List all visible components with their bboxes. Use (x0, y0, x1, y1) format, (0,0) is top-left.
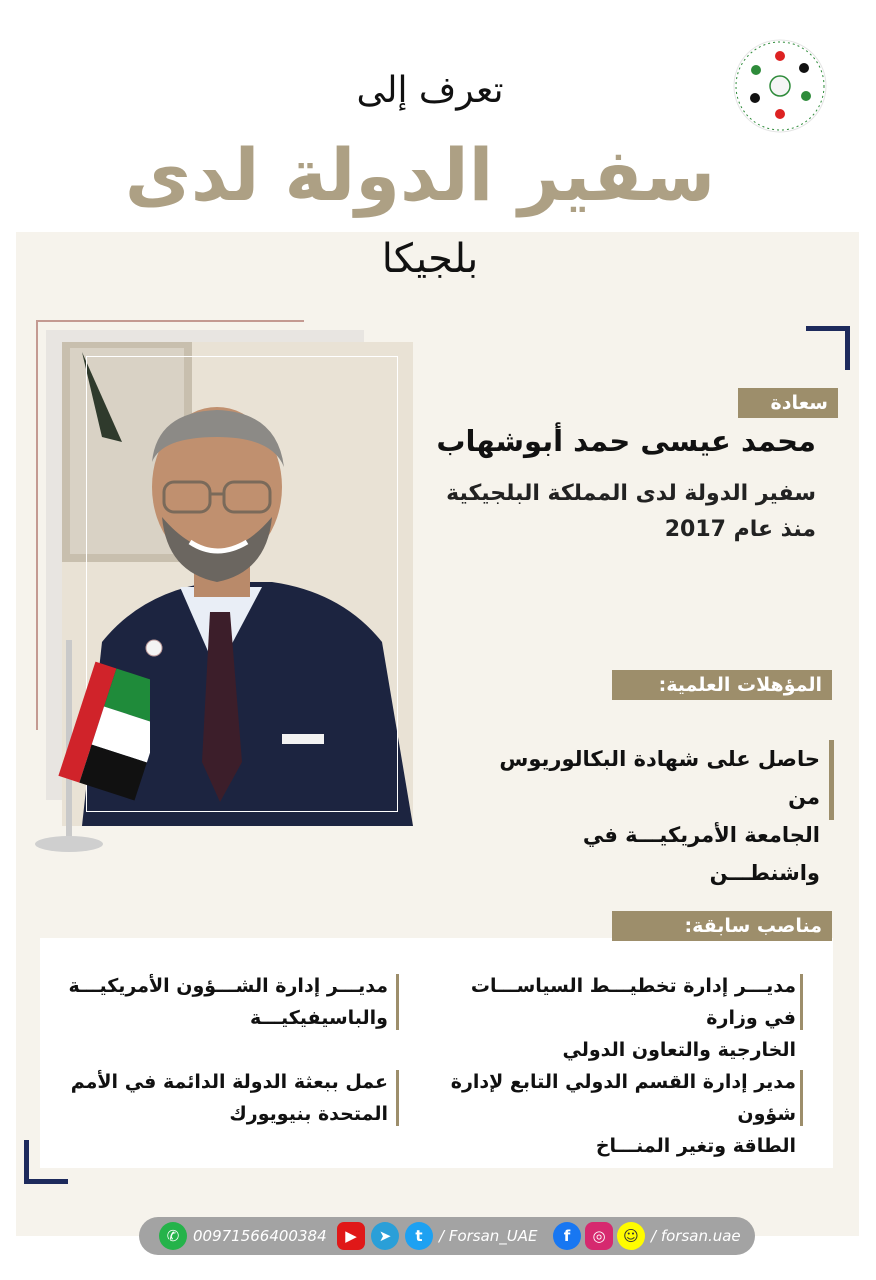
position-item (436, 1066, 796, 1162)
whatsapp-icon[interactable]: ✆ (159, 1222, 187, 1250)
forsan-logo (730, 36, 830, 136)
twitter-icon[interactable]: t (405, 1222, 433, 1250)
handle-forsan-dot-uae[interactable]: / forsan.uae (651, 1227, 741, 1245)
qualification-line: حاصل على شهادة البكالوريوس من (499, 747, 820, 809)
telegram-icon[interactable]: ➤ (371, 1222, 399, 1250)
position-line: منذ عام 2017 (664, 517, 816, 542)
qualifications-label: المؤهلات العلمية: (612, 670, 832, 700)
corner-decoration (806, 326, 850, 370)
qualification-line: الجامعة الأمريكيـــة في واشنطـــن (582, 823, 820, 885)
page-title: سفير الدولة لدى (124, 133, 716, 217)
position-item (28, 970, 388, 1034)
accent-bar (800, 974, 803, 1030)
position-item-line: مديـــر إدارة الشـــؤون الأمريكيـــة (68, 975, 388, 997)
position-line: سفير الدولة لدى المملكة البلجيكية (446, 481, 816, 506)
accent-bar (800, 1070, 803, 1126)
phone-number[interactable]: 00971566400384 (193, 1227, 327, 1245)
position-item (436, 970, 796, 1066)
position-item-line: الخارجية والتعاون الدولي (562, 1039, 796, 1061)
qualifications-text (480, 740, 820, 892)
handle-forsan-uae[interactable]: / Forsan_UAE (439, 1227, 538, 1245)
accent-bar (396, 974, 399, 1030)
position-item-line: والباسيفيكيـــة (249, 1007, 388, 1029)
position-item-line: الطاقة وتغير المنـــاخ (595, 1135, 796, 1157)
accent-bar (829, 740, 834, 820)
position-item-line: المتحدة بنيويورك (229, 1103, 388, 1125)
instagram-icon[interactable]: ◎ (585, 1222, 613, 1250)
ambassador-name: محمد عيسى حمد أبوشهاب (436, 424, 816, 458)
country-name: بلجيكا (381, 236, 479, 282)
position-item-line: مديـــر إدارة تخطيـــط السياســـات في وزارة (470, 975, 796, 1029)
uae-flag (30, 630, 150, 860)
position-item-line: عمل ببعثة الدولة الدائمة في الأمم (70, 1071, 388, 1093)
facebook-icon[interactable]: f (553, 1222, 581, 1250)
intro-text: تعرف إلى (356, 70, 504, 111)
position-text (400, 476, 816, 548)
previous-positions-label: مناصب سابقة: (612, 911, 832, 941)
social-footer (139, 1217, 755, 1255)
position-item-line: مدير إدارة القسم الدولي التابع لإدارة شؤون (450, 1071, 796, 1125)
frame-line (36, 320, 304, 322)
snapchat-icon[interactable]: ☺ (617, 1222, 645, 1250)
youtube-icon[interactable]: ▶ (337, 1222, 365, 1250)
accent-bar (396, 1070, 399, 1126)
honorific-label: سعادة (738, 388, 838, 418)
position-item (28, 1066, 388, 1130)
